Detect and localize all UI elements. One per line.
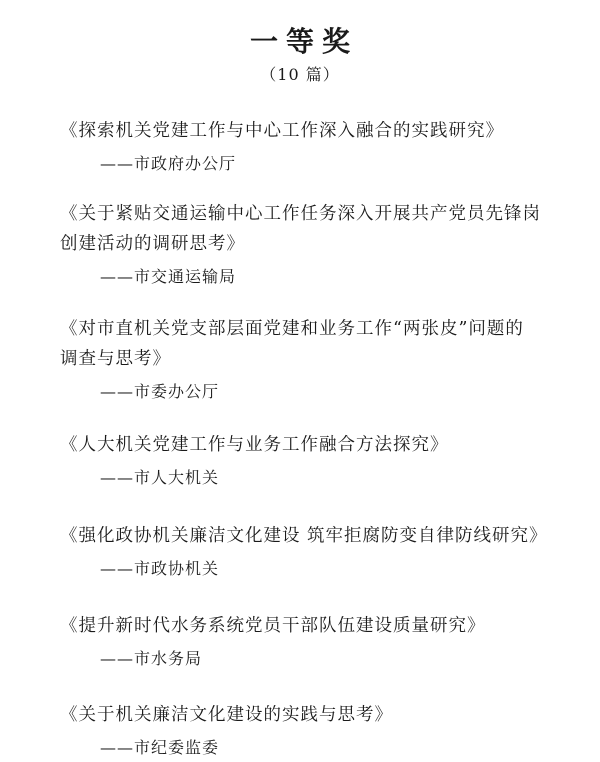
entry-3: [60, 314, 580, 406]
award-count: （10 篇）: [260, 65, 340, 84]
entry-unit: ——市政协机关: [100, 559, 220, 578]
entry-unit: ——市水务局: [100, 649, 203, 668]
entry-unit: ——市交通运输局: [100, 267, 237, 286]
entry-title-line: 《强化政协机关廉洁文化建设 筑牢拒腐防变自律防线研究》: [60, 526, 548, 546]
entry-2: [60, 199, 580, 291]
entry-7: [60, 700, 580, 762]
entry-title-line: 《对市直机关党支部层面党建和业务工作“两张皮”问题的: [60, 319, 524, 339]
entry-1: [60, 116, 580, 178]
entry-unit: ——市纪委监委: [100, 738, 220, 757]
entry-6: [60, 611, 580, 673]
entry-5: [60, 521, 580, 583]
entry-unit: ——市人大机关: [100, 468, 220, 487]
entry-title-line: 《关于机关廉洁文化建设的实践与思考》: [60, 705, 393, 725]
entry-unit: ——市政府办公厅: [100, 154, 237, 173]
entry-title-line: 《关于紧贴交通运输中心工作任务深入开展共产党员先锋岗: [60, 204, 541, 224]
entry-title-line: 调查与思考》: [60, 349, 171, 369]
entry-title-line: 《人大机关党建工作与业务工作融合方法探究》: [60, 435, 449, 455]
entry-title-line: 《探索机关党建工作与中心工作深入融合的实践研究》: [60, 121, 504, 141]
entry-title-line: 《提升新时代水务系统党员干部队伍建设质量研究》: [60, 616, 486, 636]
entry-unit: ——市委办公厅: [100, 382, 220, 401]
entry-4: [60, 430, 580, 492]
entry-title-line: 创建活动的调研思考》: [60, 234, 245, 254]
award-heading: 一等奖: [249, 25, 358, 58]
